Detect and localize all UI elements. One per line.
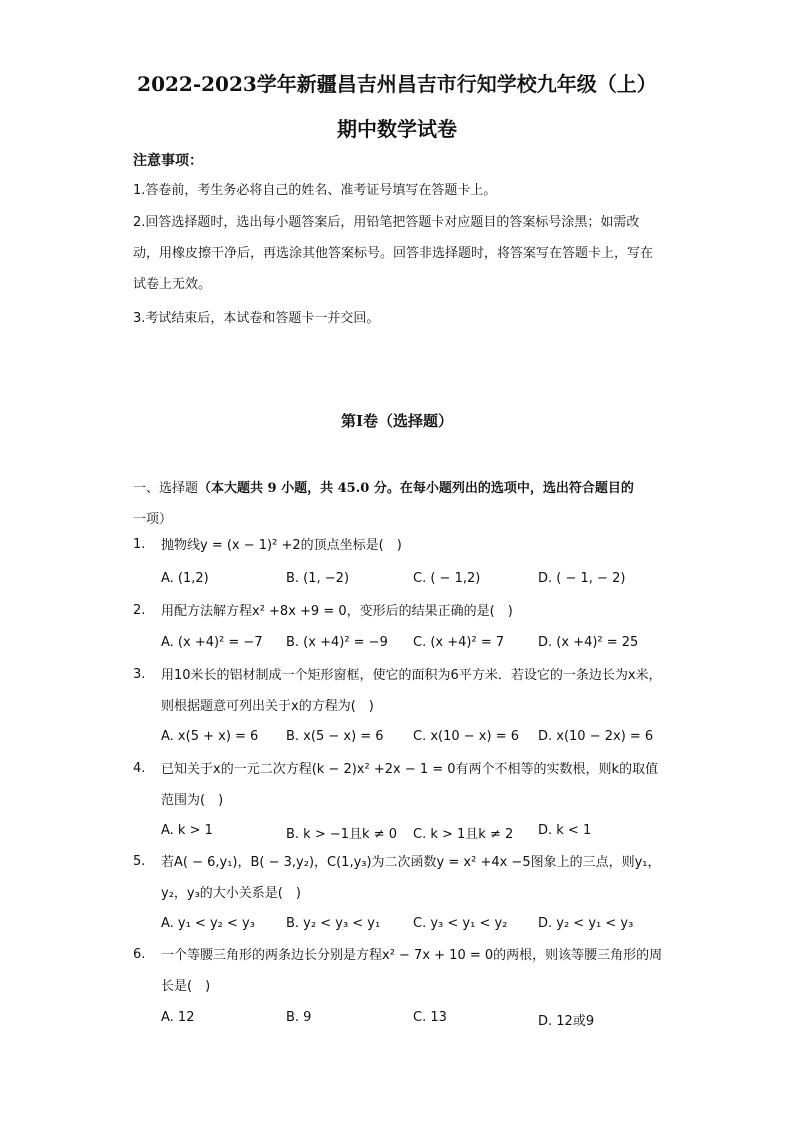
question-number: 6. [133, 947, 146, 962]
part-prefix: 一、选择题 [133, 481, 199, 496]
options-row [161, 635, 681, 655]
options-row [161, 729, 681, 749]
question-text: 已知关于x的一元二次方程(k − 2)x² +2x − 1 = 0有两个不相等的实数根，则k的取值范围为( ) [161, 762, 659, 808]
option-d: D. ( − 1, − 2) [538, 571, 626, 586]
option-c: C. 13 [413, 1010, 447, 1025]
part-instructions [133, 473, 663, 535]
option-b: B. y₂ < y₃ < y₁ [286, 916, 381, 931]
option-a: A. 12 [161, 1010, 195, 1025]
option-c: C. k > 1且k ≠ 2 [413, 827, 514, 842]
question-number: 5. [133, 854, 146, 869]
option-d: D. x(10 − 2x) = 6 [538, 729, 654, 744]
question-number: 4. [133, 761, 146, 776]
option-d: D. 12或9 [538, 1014, 595, 1029]
question-number: 1. [133, 537, 146, 552]
options-row [161, 571, 681, 591]
options-row [161, 1010, 681, 1030]
part-suffix: 一项） [133, 512, 173, 527]
notice-item-1: 1.答卷前，考生务必将自己的姓名、准考证号填写在答题卡上。 [133, 183, 497, 198]
option-a: A. (x +4)² = −7 [161, 635, 263, 650]
option-d: D. y₂ < y₁ < y₃ [538, 916, 634, 931]
notice-heading: 注意事项： [133, 153, 203, 169]
question-text: 用配方法解方程x² +8x +9 = 0，变形后的结果正确的是( ) [161, 604, 513, 619]
option-d: D. k < 1 [538, 823, 592, 838]
section-title: 第Ⅰ卷（选择题） [340, 412, 454, 430]
exam-title-line-2: 期中数学试卷 [337, 117, 457, 141]
options-row [161, 916, 681, 936]
option-c: C. ( − 1,2) [413, 571, 481, 586]
option-a: A. y₁ < y₂ < y₃ [161, 916, 255, 931]
option-a: A. k > 1 [161, 823, 213, 838]
option-a: A. x(5 + x) = 6 [161, 729, 259, 744]
option-b: B. x(5 − x) = 6 [286, 729, 384, 744]
option-c: C. x(10 − x) = 6 [413, 729, 519, 744]
option-b: B. k > −1且k ≠ 0 [286, 827, 397, 842]
option-d: D. (x +4)² = 25 [538, 635, 639, 650]
exam-title-line-1: 2022-2023学年新疆昌吉州昌吉市行知学校九年级（上） [137, 72, 657, 96]
part-bold-text: （本大题共 9 小题，共 45.0 分。在每小题列出的选项中，选出符合题目的 [198, 481, 634, 496]
question-number: 3. [133, 667, 146, 682]
option-b: B. 9 [286, 1010, 312, 1025]
notice-item-3: 3.考试结束后，本试卷和答题卡一并交回。 [133, 311, 380, 326]
notice-item-2: 2.回答选择题时，选出每小题答案后，用铅笔把答题卡对应题目的答案标号涂黑；如需改动，用橡皮擦干净后，再选涂其他答案标号。回答非选择题时，将答案写在答题卡上，写在试卷上无效。 [133, 215, 654, 292]
option-c: C. (x +4)² = 7 [413, 635, 505, 650]
option-b: B. (x +4)² = −9 [286, 635, 388, 650]
question-text: 抛物线y = (x − 1)² +2的顶点坐标是( ) [161, 538, 402, 553]
option-b: B. (1, −2) [286, 571, 350, 586]
options-row [161, 823, 681, 843]
question-text: 用10米长的铝材制成一个矩形窗框，使它的面积为6平方米．若设它的一条边长为x米，则根据题意可列出关于x的方程为( ) [161, 668, 662, 714]
option-a: A. (1,2) [161, 571, 209, 586]
option-c: C. y₃ < y₁ < y₂ [413, 916, 508, 931]
question-text: 一个等腰三角形的两条边长分别是方程x² − 7x + 10 = 0的两根，则该等腰三角形的周长是( ) [161, 948, 663, 994]
question-text: 若A( − 6,y₁)，B( − 3,y₂)，C(1,y₃)为二次函数y = x² +4x −5图象上的三点，则y₁，y₂，y₃的大小关系是( ) [161, 855, 661, 901]
question-number: 2. [133, 603, 146, 618]
